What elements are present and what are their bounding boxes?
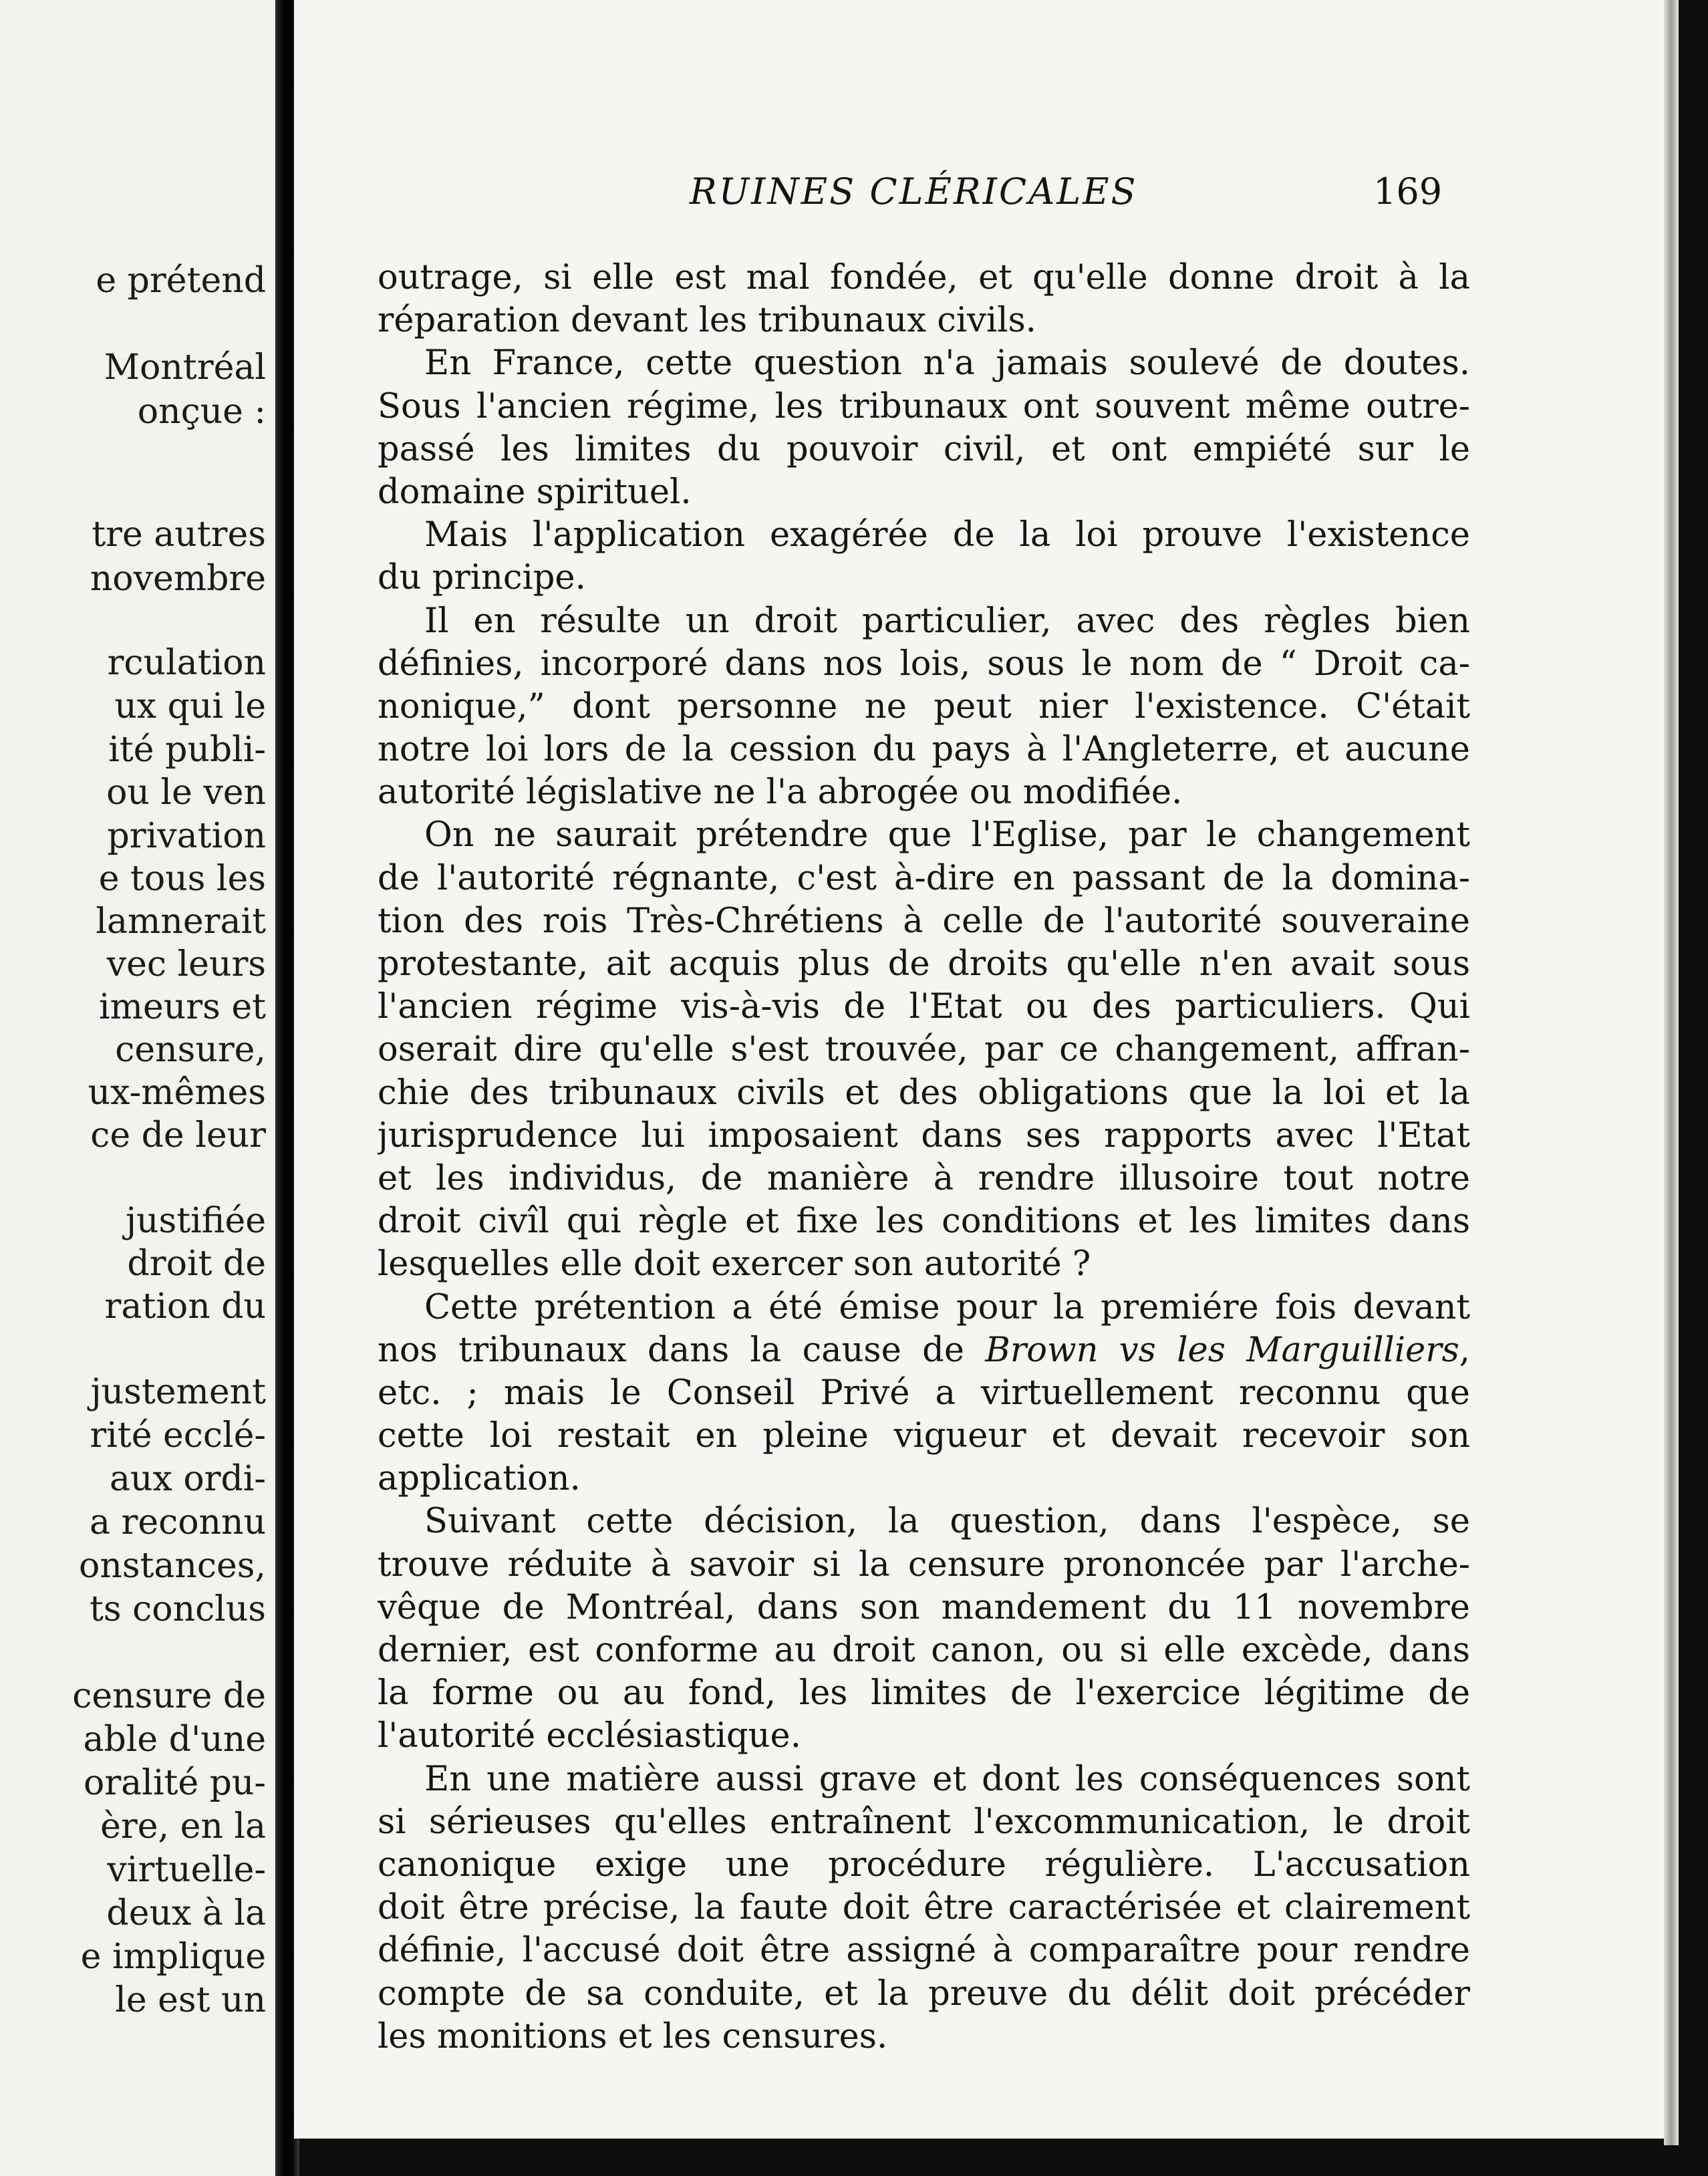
text-line: passé les limites du pouvoir civil, et ont empiété sur le [378,429,1470,469]
text-line: canonique exige une procédure régulière. L'accusation [378,1845,1470,1885]
case-name: Brown vs les Marguilliers [985,1330,1459,1370]
left-page [0,0,275,2176]
text-line: les monitions et les censures. [378,2016,888,2056]
left-page-line: virtuelle- [107,1850,266,1890]
text-line: définie, l'accusé doit être assigné à comparaître pour rendre [378,1931,1470,1971]
left-page-line: Montréal [104,348,266,388]
text-line: tion des rois Très-Chrétiens à celle de l'autorité souveraine [378,901,1470,941]
left-page-line: novembre [90,559,266,599]
paragraph-start: On ne saurait prétendre que l'Eglise, par le changement [424,815,1470,855]
left-page-line: imeurs et [99,987,266,1027]
left-page-line: privation [107,816,266,856]
text-line: outrage, si elle est mal fondée, et qu'elle donne droit à la [378,258,1470,297]
text-line: compte de sa conduite, et la preuve du délit doit précéder [378,1974,1470,2014]
text-line: notre loi lors de la cession du pays à l'Angleterre, et aucune [378,730,1470,770]
text-line: jurisprudence lui imposaient dans ses rapports avec l'Etat [378,1115,1470,1155]
left-page-line: justifiée [125,1201,266,1241]
left-page-line: ité publi- [108,730,266,770]
paragraph-start: Cette prétention a été émise pour la premiére fois devant [424,1287,1470,1327]
text-line: protestante, ait acquis plus de droits qu'elle n'en avait sous [378,944,1470,984]
text-line: définies, incorporé dans nos lois, sous le nom de “ Droit ca- [378,644,1470,684]
text-line: domaine spirituel. [378,472,692,512]
left-page-line: e prétend [96,261,266,301]
text-line: oserait dire qu'elle s'est trouvée, par ce changement, affran- [378,1030,1470,1070]
right-page [294,0,1671,2139]
text-line: Sous l'ancien régime, les tribunaux ont souvent même outre- [378,386,1470,426]
text-line: réparation devant les tribunaux civils. [378,301,1036,341]
text-line: etc. ; mais le Conseil Privé a virtuellement reconnu que [378,1373,1470,1413]
left-page-line: rité ecclé- [90,1415,266,1456]
text-line: et les individus, de manière à rendre illusoire tout notre [378,1158,1470,1198]
text-line: dernier, est conforme au droit canon, ou si elle excède, dans [378,1631,1470,1670]
left-page-line: onstances, [79,1546,266,1586]
left-page-line: censure de [72,1676,266,1716]
text-line: autorité législative ne l'a abrogée ou modifiée. [378,773,1183,813]
paragraph-start: Suivant cette décision, la question, dans l'espèce, se [424,1502,1470,1542]
text-line: l'ancien régime vis-à-vis de l'Etat ou des particuliers. Qui [378,987,1470,1027]
text-line: de l'autorité régnante, c'est à-dire en passant de la domina- [378,858,1470,898]
text-line: chie des tribunaux civils et des obligations que la loi et la [378,1073,1470,1113]
left-page-line: ou le ven [106,773,266,813]
left-page-line: lamnerait [96,902,266,942]
left-page-line: deux à la [106,1893,266,1933]
paragraph-start: Mais l'application exagérée de la loi prouve l'existence [424,515,1470,555]
left-page-line: rculation [107,643,266,683]
text-line: lesquelles elle doit exercer son autorité ? [378,1244,1091,1284]
text-segment: , [1459,1330,1470,1370]
text-line: cette loi restait en pleine vigueur et devait recevoir son [378,1416,1470,1456]
left-page-line: aux ordi- [110,1459,266,1499]
page-header [294,170,1671,217]
left-page-line: vec leurs [106,944,266,984]
left-page-line: e tous les [98,859,266,899]
left-page-line: able d'une [83,1720,266,1760]
text-line: nonique,” dont personne ne peut nier l'existence. C'était [378,686,1470,726]
text-line: du principe. [378,558,586,598]
paragraph-start: Il en résulte un droit particulier, avec des règles bien [424,601,1470,641]
text-line: trouve réduite à savoir si la censure prononcée par l'arche- [378,1544,1470,1585]
left-page-line: oralité pu- [84,1763,266,1803]
left-page-line: ration du [104,1286,266,1327]
text-line: la forme ou au fond, les limites de l'exercice légitime de [378,1673,1470,1714]
left-page-line: droit de [127,1244,266,1284]
left-page-line: ts conclus [90,1589,266,1629]
left-page-line: ux qui le [114,686,266,726]
text-line: application. [378,1459,581,1499]
paragraph-start: En France, cette question n'a jamais soulevé de doutes. [424,344,1470,384]
text-line: doit être précise, la faute doit être caractérisée et clairement [378,1888,1470,1928]
left-page-line: ère, en la [100,1806,266,1847]
left-page-line: onçue : [137,392,266,432]
text-line-with-case-name [378,1329,1470,1372]
left-page-line: le est un [115,1980,266,2020]
text-segment: nos tribunaux dans la cause de [378,1330,986,1370]
body-text [378,257,1470,2058]
text-line: si sérieuses qu'elles entraînent l'excommunication, le droit [378,1802,1470,1842]
text-line: vêque de Montréal, dans son mandement du 11 novembre [378,1587,1470,1627]
left-page-line: ux-mêmes [88,1073,266,1113]
paragraph-start: En une matière aussi grave et dont les conséquences sont [424,1759,1470,1799]
left-page-line: e implique [80,1937,266,1977]
left-page-line: justement [90,1372,266,1412]
left-page-line: ce de leur [90,1115,266,1155]
left-page-line: tre autres [92,515,266,555]
running-title: RUINES CLÉRICALES [690,170,1138,213]
text-line: l'autorité ecclésiastique. [378,1716,801,1756]
left-page-line: a reconnu [89,1502,266,1542]
text-line: droit civîl qui règle et fixe les conditions et les limites dans [378,1202,1470,1242]
left-page-line: censure, [115,1030,266,1070]
page-edge [1664,0,1679,2145]
page-number: 169 [1373,170,1443,213]
